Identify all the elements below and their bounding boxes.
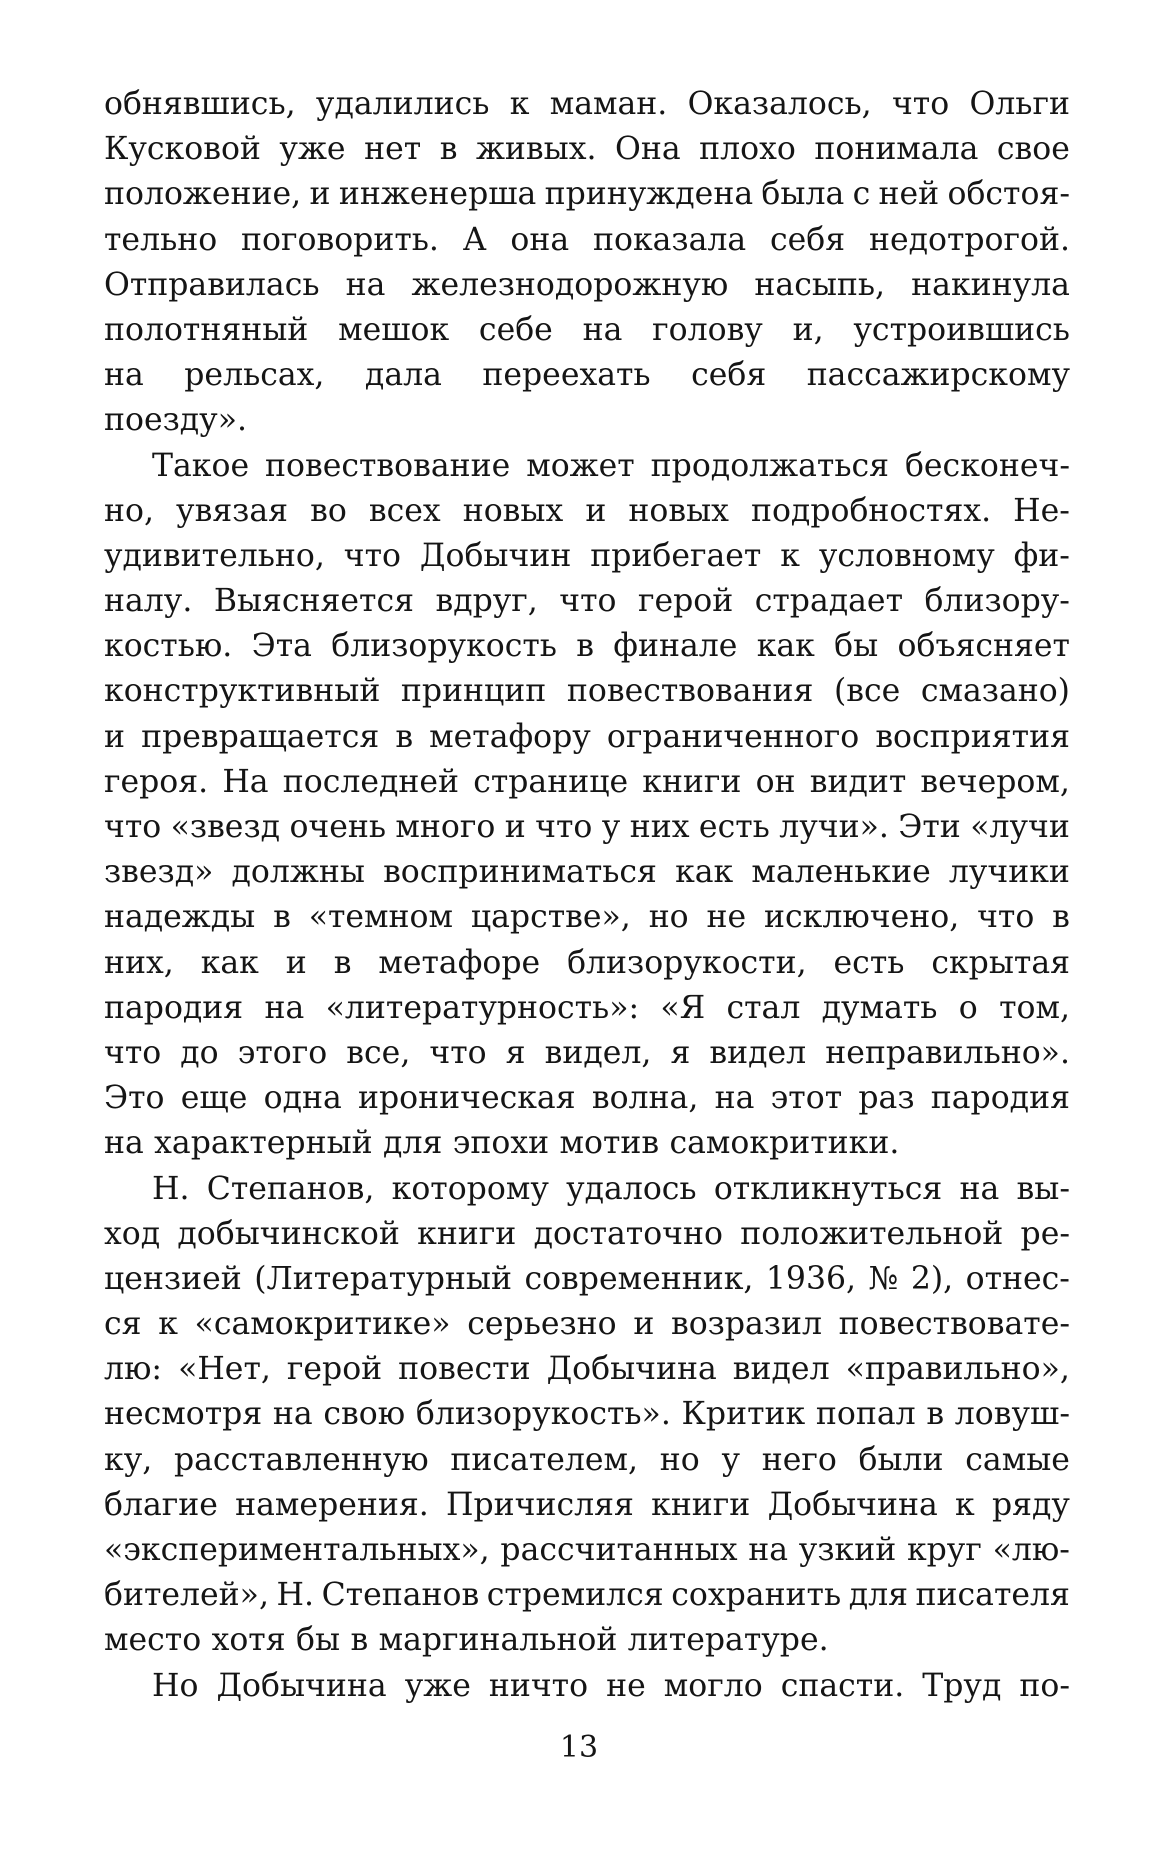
text-line [104, 986, 1070, 1031]
word: поговорить. [241, 221, 439, 258]
word: у [601, 809, 621, 845]
word: подробностях. [750, 492, 992, 529]
word: не [706, 899, 747, 936]
word: налу. [104, 583, 193, 620]
word: Но [152, 1667, 199, 1704]
word: раз [858, 1080, 915, 1117]
word: тельно [104, 221, 218, 258]
word: «темном [308, 899, 454, 936]
word: близорукость [331, 628, 557, 665]
word: метафоре [378, 944, 541, 981]
word: ничто [488, 1667, 589, 1704]
word: на [748, 1532, 789, 1568]
text-line [104, 1483, 1070, 1528]
word: близору- [924, 583, 1070, 620]
word: пародия [104, 989, 244, 1026]
word: Н. [152, 1170, 190, 1207]
word: достаточно [533, 1215, 723, 1252]
word: № [868, 1260, 899, 1297]
word: Добычина [216, 1667, 387, 1704]
word: надежды [104, 899, 256, 936]
text-line [104, 172, 1070, 217]
word: плохо [699, 131, 796, 168]
word: в [1052, 899, 1070, 936]
word: ловуш- [954, 1396, 1070, 1433]
text-line [104, 82, 1070, 127]
word: насыпь, [754, 266, 886, 303]
word: себе [478, 311, 553, 348]
word: Добычин [419, 537, 572, 574]
text-line [104, 805, 1070, 850]
word: на [104, 1125, 144, 1162]
word: что [429, 1034, 487, 1071]
word: для [848, 1577, 908, 1614]
word: инженерша [338, 176, 537, 213]
text-line [104, 1664, 1070, 1709]
word: «звезд [170, 809, 281, 845]
text-line [104, 1302, 1070, 1347]
word: «правильно», [845, 1351, 1070, 1388]
word: герой [637, 583, 734, 620]
word: ход [104, 1215, 161, 1252]
text-line [104, 760, 1070, 805]
word: что [977, 899, 1035, 936]
word: все, [346, 1034, 411, 1071]
word: и [585, 492, 607, 529]
word: новых [628, 492, 729, 529]
text-line [104, 398, 1070, 443]
word: в [350, 1622, 369, 1659]
word: он [755, 763, 796, 800]
word: последней [282, 763, 460, 800]
word: царстве», [470, 899, 631, 936]
word: место [104, 1622, 202, 1659]
word: объясняет [897, 628, 1070, 665]
word: метафору [429, 718, 591, 755]
text-line [104, 1438, 1070, 1483]
word: но, [104, 492, 154, 529]
word: страдает [754, 583, 903, 620]
word: лучики [948, 854, 1070, 891]
word: серьезно [467, 1306, 617, 1343]
word: могло [663, 1667, 763, 1704]
word: Добычина [546, 1351, 717, 1388]
word: лю: [104, 1351, 163, 1388]
word: свою [323, 1396, 406, 1433]
word: уже [404, 1667, 471, 1704]
word: Добычина [767, 1486, 938, 1523]
word: Она [615, 131, 681, 168]
word: голову [652, 311, 763, 348]
word: в [926, 1396, 945, 1433]
word: есть [833, 944, 905, 981]
word: повествования [566, 673, 814, 710]
word: книги [417, 1215, 517, 1252]
word: но [648, 899, 689, 936]
word: положение, [104, 176, 302, 213]
text-line [104, 1573, 1070, 1618]
word: еще [180, 1080, 248, 1117]
word: к [780, 537, 800, 574]
word: книги [642, 763, 742, 800]
word: прибегает [590, 537, 762, 574]
word: ряду [991, 1486, 1070, 1523]
word: всех [368, 492, 441, 529]
word: железнодорожную [411, 266, 729, 303]
word: может [526, 447, 635, 484]
word: близорукости, [567, 944, 807, 981]
word: к [955, 1486, 975, 1523]
text-line [104, 1347, 1070, 1392]
word: к [158, 1306, 178, 1343]
word: Это [104, 1080, 165, 1117]
word: на [264, 989, 305, 1026]
word: в [395, 718, 414, 755]
word: бителей», [104, 1577, 269, 1614]
word: повести [398, 1351, 531, 1388]
text-line [104, 263, 1070, 308]
word: На [222, 763, 269, 800]
word: что [343, 537, 401, 574]
word: фи- [1013, 537, 1070, 574]
word: смазано) [920, 673, 1070, 710]
word: цензией [104, 1260, 242, 1297]
word: этот [770, 1080, 843, 1117]
word: уже [279, 131, 346, 168]
word: вечером, [920, 763, 1070, 800]
word: стремился [486, 1577, 664, 1614]
word: на [104, 357, 144, 394]
word: видел, [544, 1034, 652, 1071]
word: в [273, 899, 291, 936]
word: с [852, 176, 871, 213]
word: на [345, 266, 386, 303]
word: герой [286, 1351, 383, 1388]
word: исключено, [764, 899, 960, 936]
word: Н. [276, 1577, 315, 1614]
word: Степанов, [206, 1170, 375, 1207]
word: видит [809, 763, 907, 800]
word: что [104, 1034, 162, 1071]
word: принцип [400, 673, 547, 710]
text-line [104, 489, 1070, 534]
word: круг [906, 1532, 982, 1568]
word: 2), [910, 1260, 954, 1297]
word: положительной [740, 1215, 1004, 1252]
word: на [959, 1170, 1000, 1207]
word: странице [473, 763, 629, 800]
word: попал [815, 1396, 916, 1433]
text-line [104, 715, 1070, 760]
word: новых [462, 492, 564, 529]
word: пассажирскому [806, 357, 1070, 394]
word: «экспериментальных», [104, 1532, 490, 1568]
word: «Я [660, 989, 706, 1026]
text-line [104, 534, 1070, 579]
word: не [606, 1667, 646, 1704]
word: лучи». [779, 809, 889, 845]
text-line [104, 1618, 1070, 1663]
word: принуждена [544, 176, 754, 213]
page-text [104, 82, 1070, 1709]
word: дала [364, 357, 442, 394]
word: Труд [922, 1667, 1002, 1704]
word: для [383, 1125, 443, 1162]
word: стал [726, 989, 801, 1026]
word: ся [104, 1306, 142, 1343]
text-line [104, 1392, 1070, 1437]
word: героя. [104, 763, 209, 800]
word: и, [792, 311, 824, 348]
word: в [576, 628, 594, 665]
word: недотрогой. [868, 221, 1070, 258]
word: что [104, 809, 162, 845]
word: Такое [152, 447, 250, 484]
word: и [633, 1306, 655, 1343]
word: Выясняется [213, 583, 414, 620]
word: бы [296, 1622, 341, 1659]
word: «литературность»: [325, 989, 640, 1026]
word: о [958, 989, 978, 1026]
word: мотив [559, 1125, 660, 1162]
word: Критик [681, 1396, 806, 1433]
word: 1936, [765, 1260, 857, 1297]
word: Оказалось, [687, 86, 872, 122]
word: ре- [1020, 1215, 1070, 1252]
word: несмотря [104, 1396, 263, 1433]
word: в [333, 944, 352, 981]
word: восприятия [875, 718, 1070, 755]
word: понимала [814, 131, 979, 168]
word: Не- [1013, 492, 1070, 529]
word: живых. [475, 131, 597, 168]
word: самокритики. [669, 1125, 900, 1162]
word: повествовате- [838, 1306, 1070, 1343]
word: скрытая [931, 944, 1070, 981]
word: писателем, [450, 1441, 639, 1478]
text-line [104, 1076, 1070, 1121]
word: звезд» [104, 854, 214, 891]
word: на [714, 1080, 755, 1117]
word: видел [732, 1351, 830, 1388]
word: вы- [1016, 1170, 1070, 1207]
word: этого [237, 1034, 328, 1071]
word: современник, [524, 1260, 754, 1297]
text-line [104, 1528, 1070, 1573]
word: Ольги [969, 86, 1070, 122]
word: ограниченного [606, 718, 860, 755]
word: накинула [911, 266, 1070, 303]
word: удалось [566, 1170, 697, 1207]
text-line [104, 218, 1070, 263]
word: как [675, 854, 734, 891]
word: маргинальной [378, 1622, 618, 1659]
word: откликнуться [713, 1170, 943, 1207]
word: отнес- [965, 1260, 1070, 1297]
word: «самокритике» [194, 1306, 451, 1343]
word: очень [289, 809, 387, 845]
word: восприниматься [383, 854, 657, 891]
word: близорукость». [415, 1396, 671, 1433]
text-line [104, 850, 1070, 895]
word: на [582, 311, 623, 348]
word: обнявшись, [104, 86, 296, 122]
word: них [629, 809, 690, 845]
word: видел [709, 1034, 807, 1071]
word: Эти [898, 809, 961, 845]
text-line [104, 353, 1070, 398]
text-line [104, 1257, 1070, 1302]
word: «лучи [970, 809, 1070, 845]
word: удалились [315, 86, 490, 122]
word: были [858, 1441, 944, 1478]
text-line [104, 308, 1070, 353]
word: должны [231, 854, 365, 891]
word: «лю- [992, 1532, 1070, 1568]
word: расставленную [173, 1441, 429, 1478]
word: самые [965, 1441, 1070, 1478]
text-line [104, 895, 1070, 940]
word: свое [996, 131, 1070, 168]
word: во [310, 492, 347, 529]
word: сохранить [671, 1577, 842, 1614]
word: бесконеч- [904, 447, 1070, 484]
word: возразил [670, 1306, 822, 1343]
word: волна, [591, 1080, 699, 1117]
word: много [395, 809, 496, 845]
word: маман. [549, 86, 668, 122]
text-line [104, 127, 1070, 172]
word: думать [821, 989, 938, 1026]
word: увязая [176, 492, 289, 529]
text-line [104, 1167, 1070, 1212]
word: и [309, 176, 331, 213]
word: ку, [104, 1441, 153, 1478]
word: но [659, 1441, 700, 1478]
word: конструктивный [104, 673, 381, 710]
word: была [761, 176, 845, 213]
word: условному [818, 537, 995, 574]
text-line [104, 624, 1070, 669]
word: мешок [338, 311, 450, 348]
word: писателя [915, 1577, 1070, 1614]
word: хотя [211, 1622, 286, 1659]
word: поезду». [104, 402, 247, 439]
word: пародия [930, 1080, 1070, 1117]
word: костью. [104, 628, 233, 665]
word: «Нет, [178, 1351, 271, 1388]
word: одна [263, 1080, 342, 1117]
word: у [721, 1441, 740, 1478]
word: она [510, 221, 570, 258]
word: и [285, 944, 307, 981]
word: я [505, 1034, 526, 1071]
word: (все [833, 673, 901, 710]
word: намерения. [235, 1486, 429, 1523]
word: до [180, 1034, 219, 1071]
word: характерный [154, 1125, 373, 1162]
word: Причисляя [446, 1486, 634, 1523]
word: и [504, 809, 526, 845]
page-number: 13 [559, 1730, 599, 1765]
word: нет [364, 131, 422, 168]
word: что [559, 583, 617, 620]
word: что [891, 86, 950, 122]
word: переехать [482, 357, 651, 394]
word: Степанов [321, 1577, 480, 1614]
word: ироническая [358, 1080, 576, 1117]
word: вдруг, [435, 583, 538, 620]
word: рельсах, [184, 357, 325, 394]
word: я [670, 1034, 691, 1071]
word: него [761, 1441, 837, 1478]
word: благие [104, 1486, 218, 1523]
text-line [104, 579, 1070, 624]
word: показала [593, 221, 747, 258]
word: себя [691, 357, 767, 394]
word: обстоя- [947, 176, 1070, 213]
text-line [104, 444, 1070, 489]
text-line [104, 1031, 1070, 1076]
word: том, [999, 989, 1070, 1026]
word: повествование [265, 447, 511, 484]
word: Кусковой [104, 131, 261, 168]
word: неправильно». [825, 1034, 1070, 1071]
text-line [104, 941, 1070, 986]
word: узкий [798, 1532, 897, 1568]
word: ней [878, 176, 940, 213]
word: спасти. [780, 1667, 905, 1704]
word: них, [104, 944, 174, 981]
word: (Литературный [254, 1260, 512, 1297]
word: как [200, 944, 259, 981]
word: маленькие [751, 854, 931, 891]
text-line [104, 669, 1070, 714]
word: в [439, 131, 458, 168]
word: есть [698, 809, 770, 845]
word: рассчитанных [500, 1532, 738, 1568]
word: на [272, 1396, 313, 1433]
text-line [104, 1121, 1070, 1166]
word: которому [391, 1170, 549, 1207]
word: что [535, 809, 593, 845]
word: Эта [251, 628, 312, 665]
word: и [104, 718, 125, 755]
word: книги [651, 1486, 751, 1523]
word: превращается [141, 718, 380, 755]
word: полотняный [104, 311, 309, 348]
word: добычинской [177, 1215, 400, 1252]
word: удивительно, [104, 537, 325, 574]
word: как [756, 628, 815, 665]
word: бы [834, 628, 879, 665]
word: А [462, 221, 487, 258]
word: эпохи [452, 1125, 550, 1162]
word: к [509, 86, 530, 122]
word: по- [1019, 1667, 1070, 1704]
word: себя [770, 221, 846, 258]
word: продолжаться [650, 447, 890, 484]
word: устроившись [853, 311, 1070, 348]
text-line [104, 1212, 1070, 1257]
word: финале [613, 628, 738, 665]
word: литературе. [627, 1622, 829, 1659]
word: Отправилась [104, 266, 320, 303]
